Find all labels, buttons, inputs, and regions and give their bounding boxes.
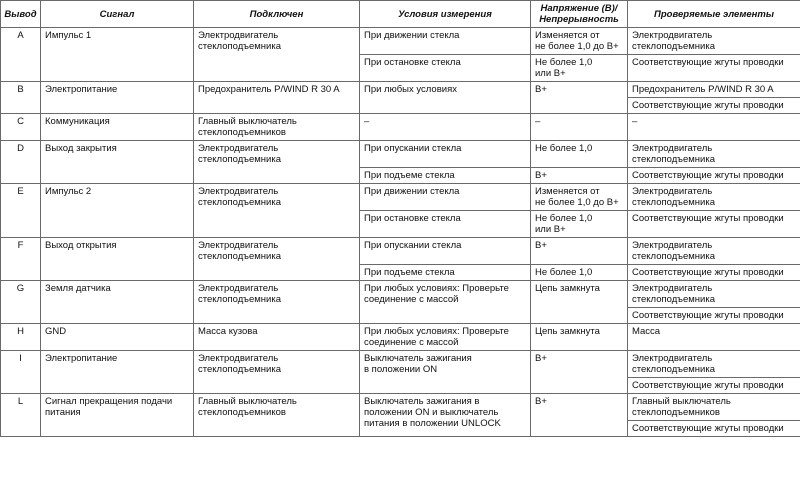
check-cell: Электродвигатель стеклоподъемника [628, 281, 800, 308]
condition-cell: – [360, 114, 531, 141]
check-cell: Соответствующие жгуты проводки [628, 98, 800, 114]
voltage-cell: Изменяется от не более 1,0 до В+ [531, 184, 628, 211]
voltage-cell: Не более 1,0 или В+ [531, 55, 628, 82]
condition-cell: При подъеме стекла [360, 168, 531, 184]
check-cell: Соответствующие жгуты проводки [628, 421, 800, 437]
table-row [1, 114, 800, 141]
voltage-cell: В+ [531, 82, 628, 114]
header-pin: Вывод [1, 1, 41, 28]
condition-cell: При остановке стекла [360, 211, 531, 238]
signal-cell: Электропитание [41, 82, 194, 114]
connected-cell: Электродвигатель стеклоподъемника [194, 184, 360, 238]
signal-cell: Выход закрытия [41, 141, 194, 184]
check-cell: Соответствующие жгуты проводки [628, 378, 800, 394]
connected-cell: Электродвигатель стеклоподъемника [194, 141, 360, 184]
signal-cell: Земля датчика [41, 281, 194, 324]
header-signal: Сигнал [41, 1, 194, 28]
signal-cell: Коммуникация [41, 114, 194, 141]
header-voltage: Напряжение (В)/ Непрерывность [531, 1, 628, 28]
check-cell: Соответствующие жгуты проводки [628, 211, 800, 238]
condition-cell: При движении стекла [360, 28, 531, 55]
table-row [1, 351, 800, 378]
voltage-cell: В+ [531, 351, 628, 394]
signal-cell: Электропитание [41, 351, 194, 394]
check-cell: Главный выключатель стеклоподъемников [628, 394, 800, 421]
voltage-cell: Не более 1,0 [531, 265, 628, 281]
voltage-cell: Изменяется от не более 1,0 до В+ [531, 28, 628, 55]
check-cell: Электродвигатель стеклоподъемника [628, 238, 800, 265]
table-row [1, 82, 800, 98]
check-cell: Электродвигатель стеклоподъемника [628, 141, 800, 168]
connected-cell: Главный выключатель стеклоподъемников [194, 114, 360, 141]
header-connected: Подключен [194, 1, 360, 28]
voltage-cell: Не более 1,0 или В+ [531, 211, 628, 238]
header-conditions: Условия измерения [360, 1, 531, 28]
pin-cell: G [1, 281, 41, 324]
pin-cell: C [1, 114, 41, 141]
connected-cell: Электродвигатель стеклоподъемника [194, 281, 360, 324]
check-cell: Соответствующие жгуты проводки [628, 308, 800, 324]
pin-cell: D [1, 141, 41, 184]
condition-cell: Выключатель зажигания в положении ON и выключатель питания в положении UNLOCK [360, 394, 531, 437]
voltage-cell: Цепь замкнута [531, 324, 628, 351]
condition-cell: При любых условиях: Проверьте соединение с массой [360, 281, 531, 324]
connected-cell: Электродвигатель стеклоподъемника [194, 351, 360, 394]
condition-cell: При движении стекла [360, 184, 531, 211]
pin-cell: I [1, 351, 41, 394]
voltage-cell: В+ [531, 238, 628, 265]
voltage-cell: – [531, 114, 628, 141]
table-row [1, 238, 800, 265]
table-row [1, 28, 800, 55]
check-cell: Электродвигатель стеклоподъемника [628, 184, 800, 211]
check-cell: Предохранитель P/WIND R 30 A [628, 82, 800, 98]
table-row [1, 184, 800, 211]
signal-cell: Выход открытия [41, 238, 194, 281]
check-cell: Соответствующие жгуты проводки [628, 168, 800, 184]
check-cell: Электродвигатель стеклоподъемника [628, 351, 800, 378]
signal-cell: Импульс 1 [41, 28, 194, 82]
condition-cell: При опускании стекла [360, 238, 531, 265]
table-header-row [1, 1, 800, 28]
connected-cell: Главный выключатель стеклоподъемников [194, 394, 360, 437]
voltage-cell: В+ [531, 168, 628, 184]
table-row [1, 281, 800, 308]
condition-cell: При любых условиях [360, 82, 531, 114]
voltage-cell: Не более 1,0 [531, 141, 628, 168]
signal-cell: Импульс 2 [41, 184, 194, 238]
check-cell: Соответствующие жгуты проводки [628, 55, 800, 82]
voltage-cell: Цепь замкнута [531, 281, 628, 324]
signal-cell: GND [41, 324, 194, 351]
pin-cell: E [1, 184, 41, 238]
header-checked-elements: Проверяемые элементы [628, 1, 800, 28]
pin-cell: A [1, 28, 41, 82]
table-body [1, 28, 800, 437]
table-row [1, 394, 800, 421]
check-cell: Электродвигатель стеклоподъемника [628, 28, 800, 55]
condition-cell: При опускании стекла [360, 141, 531, 168]
check-cell: – [628, 114, 800, 141]
pin-cell: H [1, 324, 41, 351]
signal-cell: Сигнал прекращения подачи питания [41, 394, 194, 437]
connected-cell: Предохранитель P/WIND R 30 A [194, 82, 360, 114]
connected-cell: Электродвигатель стеклоподъемника [194, 238, 360, 281]
pin-cell: L [1, 394, 41, 437]
check-cell: Соответствующие жгуты проводки [628, 265, 800, 281]
condition-cell: При подъеме стекла [360, 265, 531, 281]
table-row [1, 324, 800, 351]
pin-cell: F [1, 238, 41, 281]
check-cell: Масса [628, 324, 800, 351]
condition-cell: Выключатель зажигания в положении ON [360, 351, 531, 394]
table-row [1, 141, 800, 168]
pin-cell: B [1, 82, 41, 114]
condition-cell: При остановке стекла [360, 55, 531, 82]
connected-cell: Масса кузова [194, 324, 360, 351]
condition-cell: При любых условиях: Проверьте соединение с массой [360, 324, 531, 351]
connected-cell: Электродвигатель стеклоподъемника [194, 28, 360, 82]
voltage-cell: В+ [531, 394, 628, 437]
